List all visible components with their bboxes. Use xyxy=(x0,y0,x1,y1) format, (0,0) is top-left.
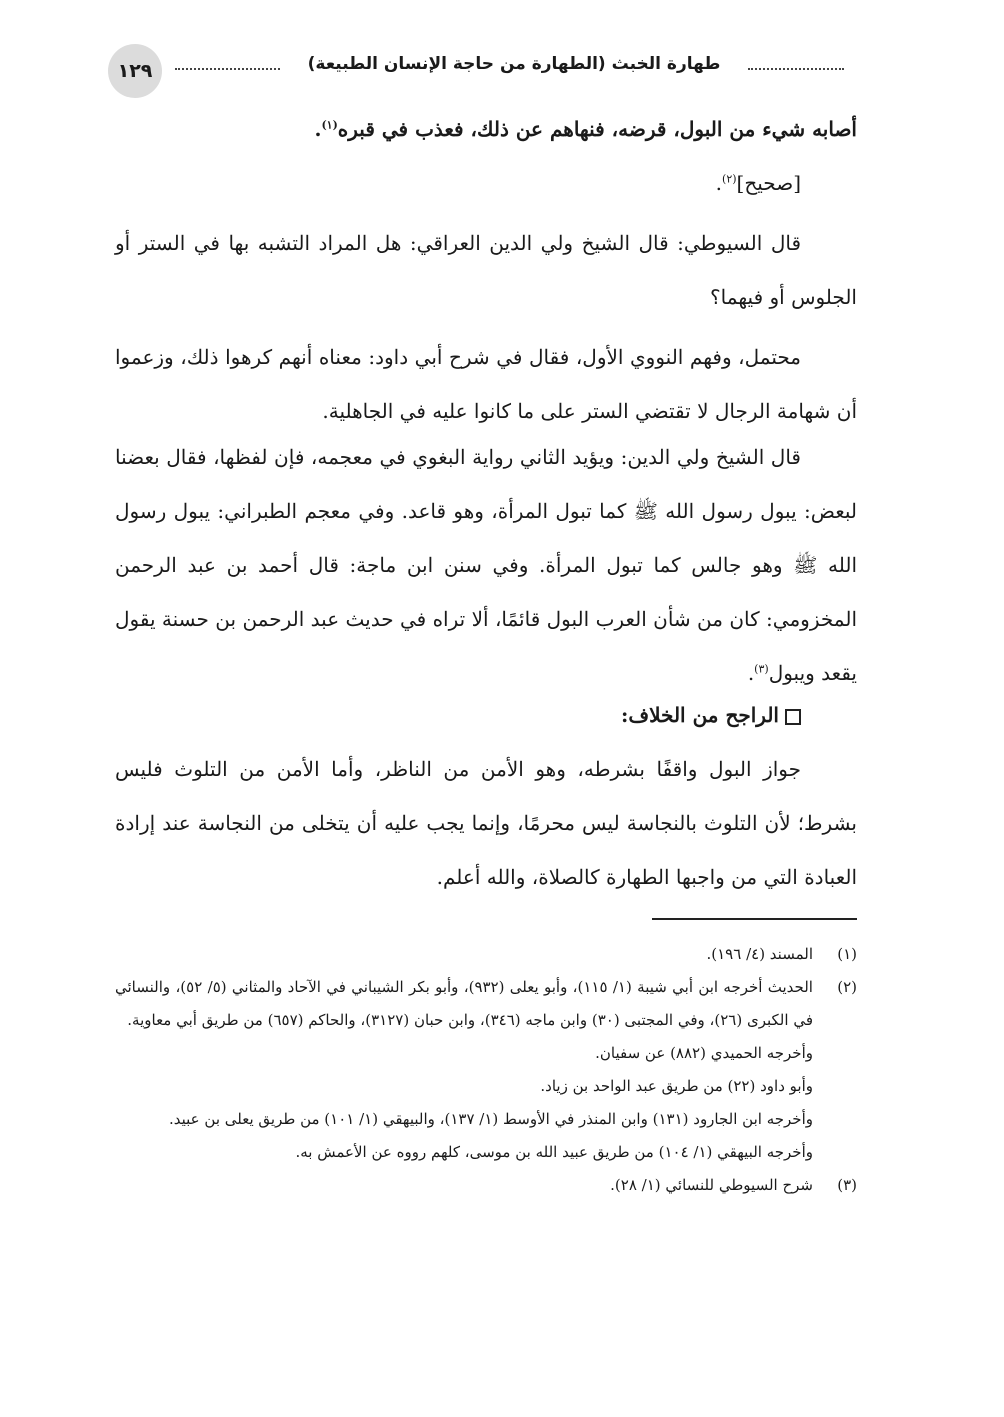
footnote-line: وأخرجه ابن الجارود (١٣١) وابن المنذر في الأوسط (١/ ١٣٧)، والبيهقي (١/ ١٠١) من طريق يعلى بن عبيد. xyxy=(168,1110,813,1128)
paragraph-grading: [صحيح]$^{(٢)}$. xyxy=(715,171,801,195)
footnote-item xyxy=(115,938,857,971)
body-block-4 xyxy=(115,430,857,700)
footnote-line: الحديث أخرجه ابن أبي شيبة (١/ ١١٥)، وأبو يعلى (٩٣٢)، وأبو بكر الشيباني في الآحاد والمثاني (٥/ ٥٢)، والنسائي في الكبرى (٢٦)، وفي المجتبى (٣٠) وابن ماجه (٣٤٦)، وابن حبان (٣١٢٧)، والحاكم (٦٥٧) من طريق أبي معاوية. xyxy=(115,978,813,1029)
footnote-text xyxy=(115,971,813,1169)
footnote-marker: (٢) xyxy=(722,172,737,186)
footnote-number: (٢) xyxy=(837,978,857,996)
section-heading xyxy=(115,688,857,742)
footnotes xyxy=(115,938,857,1202)
paragraph-ruling: جواز البول واقفًا بشرطه، وهو الأمن من الناظر، وأما الأمن من التلوث فليس بشرط؛ لأن التلوث بالنجاسة ليس محرمًا، وإنما يجب عليه أن يتخلى من النجاسة عند إرادة العبادة التي من واجبها الطهارة كالصلاة، والله أعلم. xyxy=(115,757,857,889)
running-title: طهارة الخبث (الطهارة من حاجة الإنسان الطبيعة) xyxy=(307,54,721,74)
footnote-line: وأبو داود (٢٢) من طريق عبد الواحد بن زياد. xyxy=(540,1077,813,1095)
footnote-marker: (١) xyxy=(321,118,338,132)
footnote-item xyxy=(115,971,857,1169)
paragraph-text: قال الشيخ ولي الدين: ويؤيد الثاني رواية البغوي في معجمه، فإن لفظها، فقال بعضنا لبعض: يبول رسول الله ﷺ كما تبول المرأة، وهو قاعد. وفي معجم الطبراني: يبول رسول الله ﷺ وهو جالس كما تبول المرأة. وفي سنن ابن ماجة: قال أحمد بن عبد الرحمن المخزومي: كان من شأن العرب البول قائمًا، ألا تراه في حديث عبد الرحمن بن حسنة يقول يقعد ويبول xyxy=(115,445,857,685)
square-bullet-icon xyxy=(785,709,801,725)
footnote-item xyxy=(115,1169,857,1202)
paragraph-hadith-end: أصابه شيء من البول، قرضه، فنهاهم عن ذلك، فعذب في قبره$^{(١)}$. xyxy=(314,117,857,141)
footnote-line: وأخرجه الحميدي (٨٨٢) عن سفيان. xyxy=(595,1044,813,1062)
footnote-text xyxy=(115,938,813,971)
footnote-line: وأخرجه البيهقي (١/ ١٠٤) من طريق عبيد الله بن موسى، كلهم رووه عن الأعمش به. xyxy=(295,1143,813,1161)
footnote-line: المسند (٤/ ١٩٦). xyxy=(706,945,813,963)
grading-text: [صحيح] xyxy=(736,171,801,195)
page-number: ١٢٩ xyxy=(108,44,162,98)
footnote-line: شرح السيوطي للنسائي (١/ ٢٨). xyxy=(610,1176,813,1194)
paragraph-wali-al-din: قال الشيخ ولي الدين: ويؤيد الثاني رواية البغوي في معجمه، فإن لفظها، فقال بعضنا لبعض: يبول رسول الله ﷺ كما تبول المرأة، وهو قاعد. وفي معجم الطبراني: يبول رسول الله ﷺ وهو جالس كما تبول المرأة. وفي سنن ابن ماجة: قال أحمد بن عبد الرحمن المخزومي: كان من شأن العرب البول قائمًا، ألا تراه في حديث عبد الرحمن بن حسنة يقول يقعد ويبول$^{(٣)}$. xyxy=(115,445,857,685)
footnote-number: (٣) xyxy=(837,1176,857,1194)
footnote-marker: (٣) xyxy=(754,662,769,676)
header-dotted-leader-right xyxy=(748,68,844,70)
paragraph-text: أصابه شيء من البول، قرضه، فنهاهم عن ذلك، فعذب في قبره xyxy=(337,117,857,141)
body-block-5 xyxy=(115,688,857,742)
footnote-number: (١) xyxy=(837,945,857,963)
header-dotted-leader-left xyxy=(175,68,280,70)
body-block-3 xyxy=(115,330,857,438)
body-block-1 xyxy=(115,102,857,210)
heading-text: الراجح من الخلاف: xyxy=(621,703,779,727)
footnote-text xyxy=(115,1169,813,1202)
paragraph-suyuti: قال السيوطي: قال الشيخ ولي الدين العراقي: هل المراد التشبه بها في الستر أو الجلوس أو فيهما؟ xyxy=(115,231,857,309)
body-block-6 xyxy=(115,742,857,904)
footnote-separator xyxy=(652,918,857,920)
body-block-2 xyxy=(115,216,857,324)
paragraph-nawawi: محتمل، وفهم النووي الأول، فقال في شرح أبي داود: معناه أنهم كرهوا ذلك، وزعموا أن شهامة الرجال لا تقتضي الستر على ما كانوا عليه في الجاهلية. xyxy=(115,345,857,423)
